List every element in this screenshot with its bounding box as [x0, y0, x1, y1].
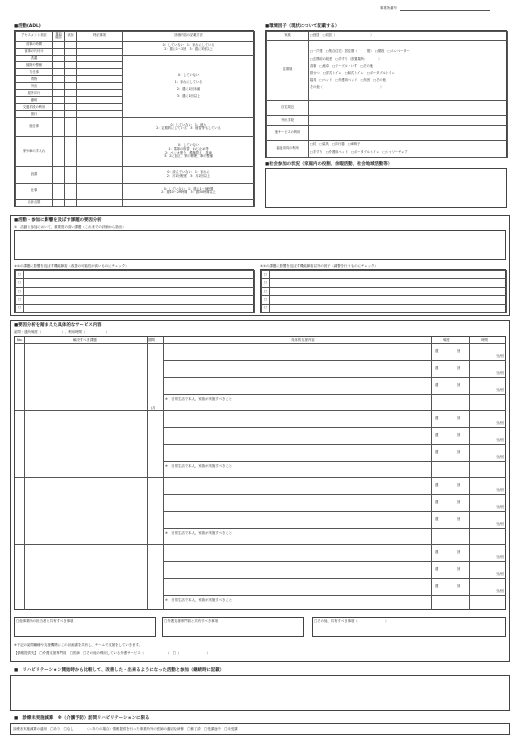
factors-q2-row[interactable]: [24, 271, 255, 279]
freq-times: 回: [457, 500, 461, 504]
adl-cell[interactable]: [77, 69, 123, 76]
service-col-content: 具体的支援内容: [291, 338, 315, 342]
adl-eval-4: 0：していない 1：電球の取替、ねじ止め等 2：ペンキ塗り、模様替え、洗車 3：2に加え、家の修理、車の整備: [123, 137, 255, 167]
share-box-care-manager[interactable]: □介護支援専門員と共有すべき事項: [162, 617, 304, 637]
adl-cell[interactable]: [77, 90, 123, 97]
env-row-services: 他サービスの利用: [267, 125, 309, 140]
env-row-family: 家族: [267, 32, 309, 41]
adl-cell[interactable]: [77, 97, 123, 104]
adl-cell[interactable]: [65, 83, 77, 90]
freq-times: 回: [457, 416, 461, 420]
social-box[interactable]: [265, 168, 507, 208]
time-min: 分/回: [496, 589, 504, 593]
time-min: 分/回: [496, 455, 504, 459]
check-box[interactable]: □: [262, 271, 270, 279]
time-min: 分/回: [496, 354, 504, 358]
check-box[interactable]: □: [262, 304, 270, 312]
adl-cell[interactable]: [53, 62, 65, 69]
adl-cell[interactable]: [65, 41, 77, 48]
rehab-box[interactable]: [10, 675, 510, 711]
adl-col-status: 状況: [65, 32, 77, 42]
freq-times: 回: [457, 349, 461, 353]
freq-week: 週: [435, 433, 439, 437]
share-box-other[interactable]: □その他、共有すべき事項（ ）: [312, 617, 506, 637]
time-min: 分/回: [496, 505, 504, 509]
adl-cell[interactable]: [65, 48, 77, 55]
env-row-transport: 外出手段: [267, 115, 309, 125]
freq-week: 週: [435, 500, 439, 504]
adl-cell[interactable]: [77, 41, 123, 48]
factors-q3-row[interactable]: [270, 287, 507, 295]
adl-item: 外出: [16, 83, 53, 90]
factors-q2-row[interactable]: [24, 287, 255, 295]
time-min: 分/回: [496, 421, 504, 425]
adl-cell[interactable]: [77, 199, 123, 206]
adl-cell[interactable]: [77, 183, 123, 199]
service-title: ■要因分析を踏まえた具体的なサービス内容: [14, 323, 102, 328]
adl-item: 食事の時間: [16, 41, 53, 48]
freq-week: 週: [435, 567, 439, 571]
adl-eval-2: 0：していない 1：まれにしている 2：週に1回未満 3：週に1回以上: [123, 55, 255, 118]
time-min: 分/回: [496, 438, 504, 442]
adl-cell[interactable]: [65, 55, 77, 62]
daily-note: ※ 日常生活で本人、家族が実施すべきこと: [165, 464, 233, 468]
adl-item: 掃除や整頓: [16, 62, 53, 69]
adl-cell[interactable]: [53, 183, 65, 199]
info-line-1: ※下記の訪問職種や支援機関にこの計画書を共有し、チームで支援をしていきます。: [14, 643, 143, 647]
service-col-issue: 解決すべき課題: [73, 338, 97, 342]
office-number-label: 事業所番号: [380, 6, 397, 10]
preventive-line[interactable]: 診療未実施減算の適用 □あり □なし （＝ありの場合）情報提供を行った事業所外の医師の適切な研修 □修了済 □受講途中 □未受講: [13, 727, 238, 731]
adl-cell[interactable]: [53, 41, 65, 48]
adl-item: 庭仕事: [16, 118, 53, 137]
freq-week: 週: [435, 483, 439, 487]
adl-cell[interactable]: [53, 76, 65, 83]
factors-q3-row[interactable]: [270, 271, 507, 279]
freq-times: 回: [457, 567, 461, 571]
freq-times: 回: [457, 450, 461, 454]
adl-cell[interactable]: [65, 183, 77, 199]
time-min: 分/回: [496, 371, 504, 375]
adl-eval-1: 0：していない 1：まれにしている 2：週に1～2回 3：週に3回以上: [123, 41, 255, 55]
time-min: 分/回: [496, 572, 504, 576]
check-box[interactable]: □: [16, 304, 24, 312]
adl-col-pre: 事前確認: [53, 32, 65, 42]
factors-q2-row[interactable]: [24, 304, 255, 312]
adl-cell[interactable]: [53, 69, 65, 76]
service-col-period: 期間: [148, 338, 155, 342]
factors-q3-row[interactable]: [270, 279, 507, 287]
time-min: 分/回: [496, 522, 504, 526]
env-row-neighborhood: 自宅周辺: [267, 100, 309, 115]
freq-week: 週: [435, 366, 439, 370]
env-row-housing: 住環境: [267, 40, 309, 100]
env-equipment[interactable]: □杖 □装具 □歩行器 □車椅子 □手すり □介護用ベッド □ポータブルトイレ □シャワーチェア: [309, 140, 508, 157]
adl-cell[interactable]: [65, 97, 77, 104]
check-box[interactable]: □: [16, 271, 24, 279]
factors-q3-row[interactable]: [270, 296, 507, 304]
adl-cell[interactable]: [53, 111, 65, 118]
freq-week: 週: [435, 517, 439, 521]
adl-cell[interactable]: [65, 137, 77, 167]
check-box[interactable]: □: [262, 279, 270, 287]
factors-title: ■活動・参加に影響を及ぼす課題の要因分析: [14, 218, 102, 223]
adl-col-eval: 評価内容の記載方法: [123, 32, 255, 42]
factors-q2-table: [14, 269, 254, 313]
adl-cell[interactable]: [65, 76, 77, 83]
freq-week: 週: [435, 550, 439, 554]
check-box[interactable]: □: [16, 279, 24, 287]
env-table: [265, 30, 507, 158]
check-box[interactable]: □: [262, 296, 270, 304]
adl-cell[interactable]: [53, 55, 65, 62]
env-title: ■環境因子（現状について記載する）: [265, 24, 340, 29]
env-transport[interactable]: [309, 115, 508, 125]
adl-item: 洗濯: [16, 55, 53, 62]
adl-cell[interactable]: [53, 90, 65, 97]
check-box[interactable]: □: [16, 296, 24, 304]
service-support-line: 訪問・通所頻度（ ）、利用時間（ ）: [14, 330, 109, 334]
adl-item: 交通手段の利用: [16, 104, 53, 111]
freq-times: 回: [457, 517, 461, 521]
service-col-freq: 頻度: [443, 338, 450, 342]
daily-note: ※ 日常生活で本人、家族が実施すべきこと: [165, 598, 233, 602]
adl-cell[interactable]: [65, 69, 77, 76]
factors-q2-row[interactable]: [24, 279, 255, 287]
adl-item: 旅行: [16, 111, 53, 118]
check-box[interactable]: □: [262, 287, 270, 295]
factors-q3-row[interactable]: [270, 304, 507, 312]
freq-week: 週: [435, 416, 439, 420]
adl-cell[interactable]: [77, 62, 123, 69]
adl-cell[interactable]: [77, 104, 123, 111]
adl-item: 屋外歩行: [16, 90, 53, 97]
freq-times: 回: [457, 584, 461, 588]
freq-times: 回: [457, 550, 461, 554]
freq-week: 週: [435, 584, 439, 588]
adl-col-note: 特記事項: [77, 32, 123, 42]
freq-week: 週: [435, 349, 439, 353]
rehab-title: ■ リハビリテーション開始時から比較して、改善した・出来るようになった活動と参加（継続時に記載）: [14, 668, 225, 673]
factors-q1-box[interactable]: [14, 230, 506, 260]
adl-item: 食事の片付け: [16, 48, 53, 55]
info-line-2: 【情報提供先】 □介護支援専門員 □医師 □その他の利用している介護サービス（ ） □（ ）: [14, 651, 210, 655]
adl-cell[interactable]: [77, 118, 123, 137]
adl-eval-6: 0：していない 1：週に1～9時間 2：週10～29時間 3：週30時間以上: [123, 183, 255, 199]
adl-cell[interactable]: [65, 62, 77, 69]
adl-cell[interactable]: [53, 118, 65, 137]
social-title: ■社会参加の状況（家庭内の役割、余暇活動、社会地域活動等）: [265, 162, 393, 167]
freq-times: 回: [457, 383, 461, 387]
adl-cell[interactable]: [77, 111, 123, 118]
adl-cell[interactable]: [53, 104, 65, 111]
adl-col-item: アセスメント項目: [16, 32, 53, 42]
adl-cell[interactable]: [65, 118, 77, 137]
adl-cell[interactable]: [77, 137, 123, 167]
service-col-no: No.: [17, 338, 23, 342]
adl-cell[interactable]: [65, 90, 77, 97]
freq-week: 週: [435, 383, 439, 387]
factors-q1: ① 活動と参加において、重要度の高い課題（これまでの評価から抽出）: [14, 225, 126, 229]
adl-cell[interactable]: [65, 167, 77, 183]
adl-eval-5: 0：読んでいない 1：まれに 2：月1回程度 3：月2回以上: [123, 167, 255, 183]
adl-cell[interactable]: [53, 97, 65, 104]
adl-title: ■活動(ADL): [14, 24, 41, 29]
office-number-line: [400, 10, 490, 11]
time-min: 分/回: [496, 388, 504, 392]
adl-item: 買物: [16, 76, 53, 83]
check-box[interactable]: □: [16, 287, 24, 295]
adl-item: 仕事: [16, 183, 53, 199]
adl-cell[interactable]: [65, 199, 77, 206]
adl-item: 力仕事: [16, 69, 53, 76]
env-housing[interactable]: □一戸建 □集合住宅：居住階（ 階） □階段 □エレベーター □玄関前の段差 □手すり（設置場所： ） 食事 □座卓 □テーブル・いす □その他 排せつ □洋式トイレ □和式トイレ □ポータブルトイレ 寝具 □ベッド □介護用ベッド □布団 □その他 その他（ ）: [309, 40, 508, 100]
adl-cell[interactable]: [77, 83, 123, 90]
time-min: 分/回: [496, 555, 504, 559]
adl-cell[interactable]: [53, 48, 65, 55]
time-min: 分/回: [496, 488, 504, 492]
adl-table: [14, 30, 254, 207]
freq-times: 回: [457, 433, 461, 437]
preventive-box: [10, 723, 510, 735]
env-neighborhood[interactable]: [309, 100, 508, 115]
adl-item: 家や車の手入れ: [16, 137, 53, 167]
adl-cell[interactable]: [65, 104, 77, 111]
adl-eval-3: 0：していない 1：時々 2：定期的にしている 3：植替等もしている: [123, 118, 255, 137]
adl-total-label: 合計点数: [16, 199, 53, 206]
service-table: [14, 336, 506, 610]
freq-times: 回: [457, 483, 461, 487]
env-family[interactable]: □独居 □同居（ ）: [309, 32, 508, 41]
adl-cell[interactable]: [53, 199, 65, 206]
env-row-equipment: 福祉用具の利用: [267, 140, 309, 157]
adl-cell[interactable]: [53, 167, 65, 183]
share-box-other-office[interactable]: □他事業所の担当者と共有すべき事項: [14, 617, 156, 637]
adl-cell[interactable]: [77, 48, 123, 55]
adl-item: 読書: [16, 167, 53, 183]
adl-cell[interactable]: [53, 137, 65, 167]
service-col-time: 時間: [481, 338, 488, 342]
freq-times: 回: [457, 366, 461, 370]
period-month: /月: [151, 406, 156, 410]
adl-cell[interactable]: [77, 55, 123, 62]
factors-q2: ②①の課題に影響を及ぼす機能障害（改善の可能性が高いものにチェック）: [14, 264, 129, 268]
freq-week: 週: [435, 450, 439, 454]
factors-q2-row[interactable]: [24, 296, 255, 304]
factors-q3-table: [260, 269, 506, 313]
daily-note: ※ 日常生活で本人、家族が実施すべきこと: [165, 531, 233, 535]
adl-cell[interactable]: [65, 111, 77, 118]
adl-item: 趣味: [16, 97, 53, 104]
daily-note: ※ 日常生活で本人、家族が実施すべきこと: [165, 397, 233, 401]
factors-q3: ③①の課題に影響を及ぼす機能障害以外の因子（調整を行うものにチェック）: [260, 264, 378, 268]
env-services[interactable]: [309, 125, 508, 140]
adl-cell[interactable]: [53, 83, 65, 90]
adl-cell[interactable]: [77, 76, 123, 83]
preventive-title: ■ 診療未実施減算 ※（介護予防）訪問リハビリテーションに限る: [14, 716, 150, 721]
adl-cell[interactable]: [77, 167, 123, 183]
